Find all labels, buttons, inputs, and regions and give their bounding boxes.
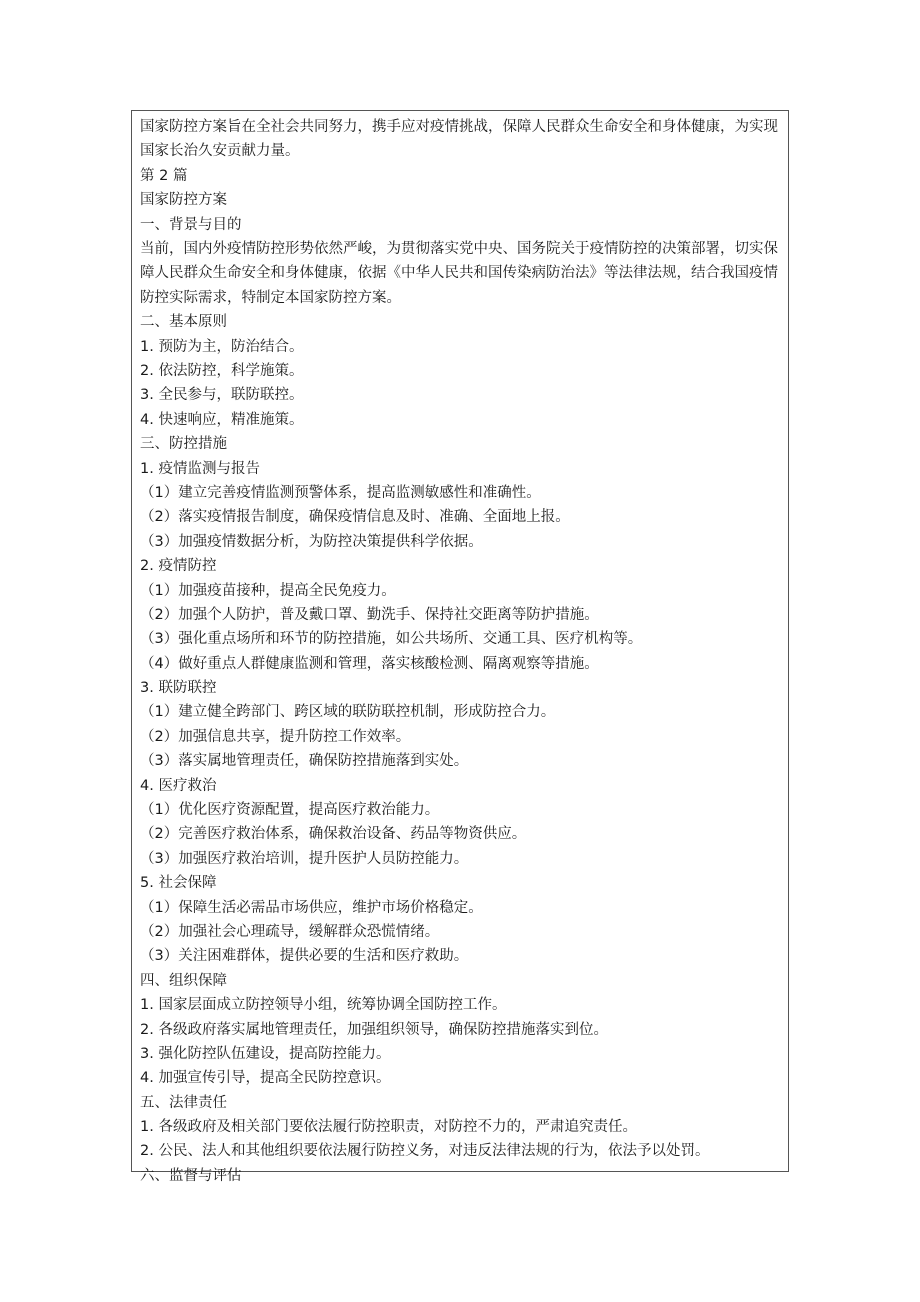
section-heading: 四、组织保障 [140, 972, 227, 989]
numbered-item: 2. 公民、法人和其他组织要依法履行防控义务，对违反法律法规的行为，依法予以处罚。 [140, 1143, 710, 1160]
sub-item: （1）加强疫苗接种，提高全民免疫力。 [140, 582, 396, 599]
sub-item: （3）加强疫情数据分析，为防控决策提供科学依据。 [140, 533, 483, 550]
sub-item: （3）加强医疗救治培训，提升医护人员防控能力。 [140, 850, 469, 867]
numbered-item: 3. 强化防控队伍建设，提高防控能力。 [140, 1045, 391, 1062]
numbered-item: 2. 各级政府落实属地管理责任，加强组织领导，确保防控措施落实到位。 [140, 1021, 608, 1038]
numbered-item: 1. 疫情监测与报告 [140, 460, 260, 477]
sub-item: （3）落实属地管理责任，确保防控措施落到实处。 [140, 753, 469, 770]
sub-item: （2）加强社会心理疏导，缓解群众恐慌情绪。 [140, 923, 440, 940]
sub-item: （4）做好重点人群健康监测和管理，落实核酸检测、隔离观察等措施。 [140, 655, 599, 672]
sub-item: （1）建立健全跨部门、跨区域的联防联控机制，形成防控合力。 [140, 704, 556, 721]
sub-item: （3）关注困难群体，提供必要的生活和医疗救助。 [140, 948, 469, 965]
sub-item: （1）建立完善疫情监测预警体系，提高监测敏感性和准确性。 [140, 484, 541, 501]
document-body [140, 115, 781, 1188]
numbered-item: 5. 社会保障 [140, 875, 217, 892]
sub-item: （1）保障生活必需品市场供应，维护市场价格稳定。 [140, 899, 483, 916]
document-frame [131, 110, 789, 1184]
sub-item: （2）落实疫情报告制度，确保疫情信息及时、准确、全面地上报。 [140, 509, 570, 526]
section-heading: 一、背景与目的 [140, 216, 242, 233]
section-heading: 二、基本原则 [140, 314, 227, 331]
sub-item: （3）强化重点场所和环节的防控措施，如公共场所、交通工具、医疗机构等。 [140, 631, 643, 648]
section-heading: 三、防控措施 [140, 436, 227, 453]
numbered-item: 2. 依法防控，科学施策。 [140, 362, 304, 379]
paragraph: 国家防控方案旨在全社会共同努力，携手应对疫情挑战，保障人民群众生命安全和身体健康，为实现国家长治久安贡献力量。 [140, 119, 778, 160]
numbered-item: 4. 医疗救治 [140, 777, 217, 794]
numbered-item: 1. 预防为主，防治结合。 [140, 338, 304, 355]
paragraph: 当前，国内外疫情防控形势依然严峻，为贯彻落实党中央、国务院关于疫情防控的决策部署，切实保障人民群众生命安全和身体健康，依据《中华人民共和国传染病防治法》等法律法规，结合我国疫情防控实际需求，特制定本国家防控方案。 [140, 240, 778, 306]
text-line: 国家防控方案 [140, 192, 227, 209]
sub-item: （2）加强个人防护，普及戴口罩、勤洗手、保持社交距离等防护措施。 [140, 606, 599, 623]
numbered-item: 4. 快速响应，精准施策。 [140, 411, 304, 428]
numbered-item: 3. 联防联控 [140, 680, 217, 697]
sub-item: （1）优化医疗资源配置，提高医疗救治能力。 [140, 802, 440, 819]
section-heading: 五、法律责任 [140, 1094, 227, 1111]
numbered-item: 2. 疫情防控 [140, 558, 217, 575]
section-heading: 六、监督与评估 [140, 1167, 242, 1184]
numbered-item: 1. 国家层面成立防控领导小组，统筹协调全国防控工作。 [140, 997, 507, 1014]
numbered-item: 4. 加强宣传引导，提高全民防控意识。 [140, 1070, 391, 1087]
sub-item: （2）完善医疗救治体系，确保救治设备、药品等物资供应。 [140, 826, 527, 843]
sub-item: （2）加强信息共享，提升防控工作效率。 [140, 728, 411, 745]
text-line: 第 2 篇 [140, 167, 188, 184]
numbered-item: 1. 各级政府及相关部门要依法履行防控职责，对防控不力的，严肃追究责任。 [140, 1119, 637, 1136]
numbered-item: 3. 全民参与，联防联控。 [140, 387, 304, 404]
